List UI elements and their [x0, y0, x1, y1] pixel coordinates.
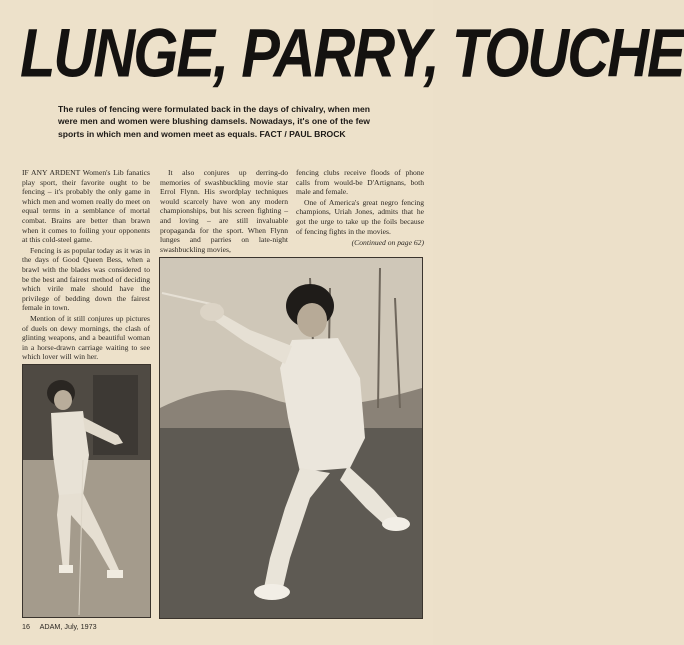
photo-fencer-lunge: [159, 257, 423, 619]
column-3: [296, 168, 424, 248]
intro-standfirst: The rules of fencing were formulated back in the days of chivalry, when men were men and women were blushing damsels. Nowadays, it's one of the few sports in which men and women meet as equals. FACT / PAUL BROCK: [58, 104, 370, 139]
paragraph: One of America's great negro fencing champions, Uriah Jones, admits that he got the urge to take up the foils because of fencing fights in the movies.: [296, 197, 424, 236]
fencer-lunge-illustration: [160, 258, 422, 618]
paragraph: It also conjures up derring-do memories of swashbuckling movie star Errol Flynn. His swordplay techniques would scarcely have won any modern championships, but his screen fighting – and loving – are still invaluable propaganda for the sport. When Flynn lunges and parries on late-night swashbuckling movies,: [160, 168, 288, 254]
magazine-issue: ADAM, July, 1973: [39, 622, 97, 631]
paragraph: fencing clubs receive floods of phone calls from would-be D'Artignans, both male and female.: [296, 168, 424, 197]
paragraph: IF ANY ARDENT Women's Lib fanatics play sport, their favorite ought to be fencing – it's probably the only game in which men and women really do meet on equal terms in a semblance of mortal combat. Brains are better than brawn when it comes to foiling your opponents at this cold-steel game.: [22, 168, 150, 245]
paragraph: Mention of it still conjures up pictures of duels on dewy mornings, the clash of glinting weapons, and a beautiful woman in a horse-drawn carriage waiting to see which lover will win her.: [22, 313, 150, 362]
column-1: [22, 168, 150, 363]
page-number: 16: [22, 622, 30, 631]
paragraph: Fencing is as popular today as it was in the days of Good Queen Bess, when a brawl with the blades was considered to be the best and fairest method of deciding which virile male should have the privilege of bedding down the fairest female in town.: [22, 245, 150, 313]
fencer-small-illustration: [23, 365, 150, 617]
headline: LUNGE, PARRY, TOUCHE: [20, 15, 684, 92]
folio-footer: [22, 622, 322, 631]
column-2: [160, 168, 288, 255]
photo-fencer-small: [22, 364, 151, 618]
continued-note: (Continued on page 62): [351, 238, 424, 248]
